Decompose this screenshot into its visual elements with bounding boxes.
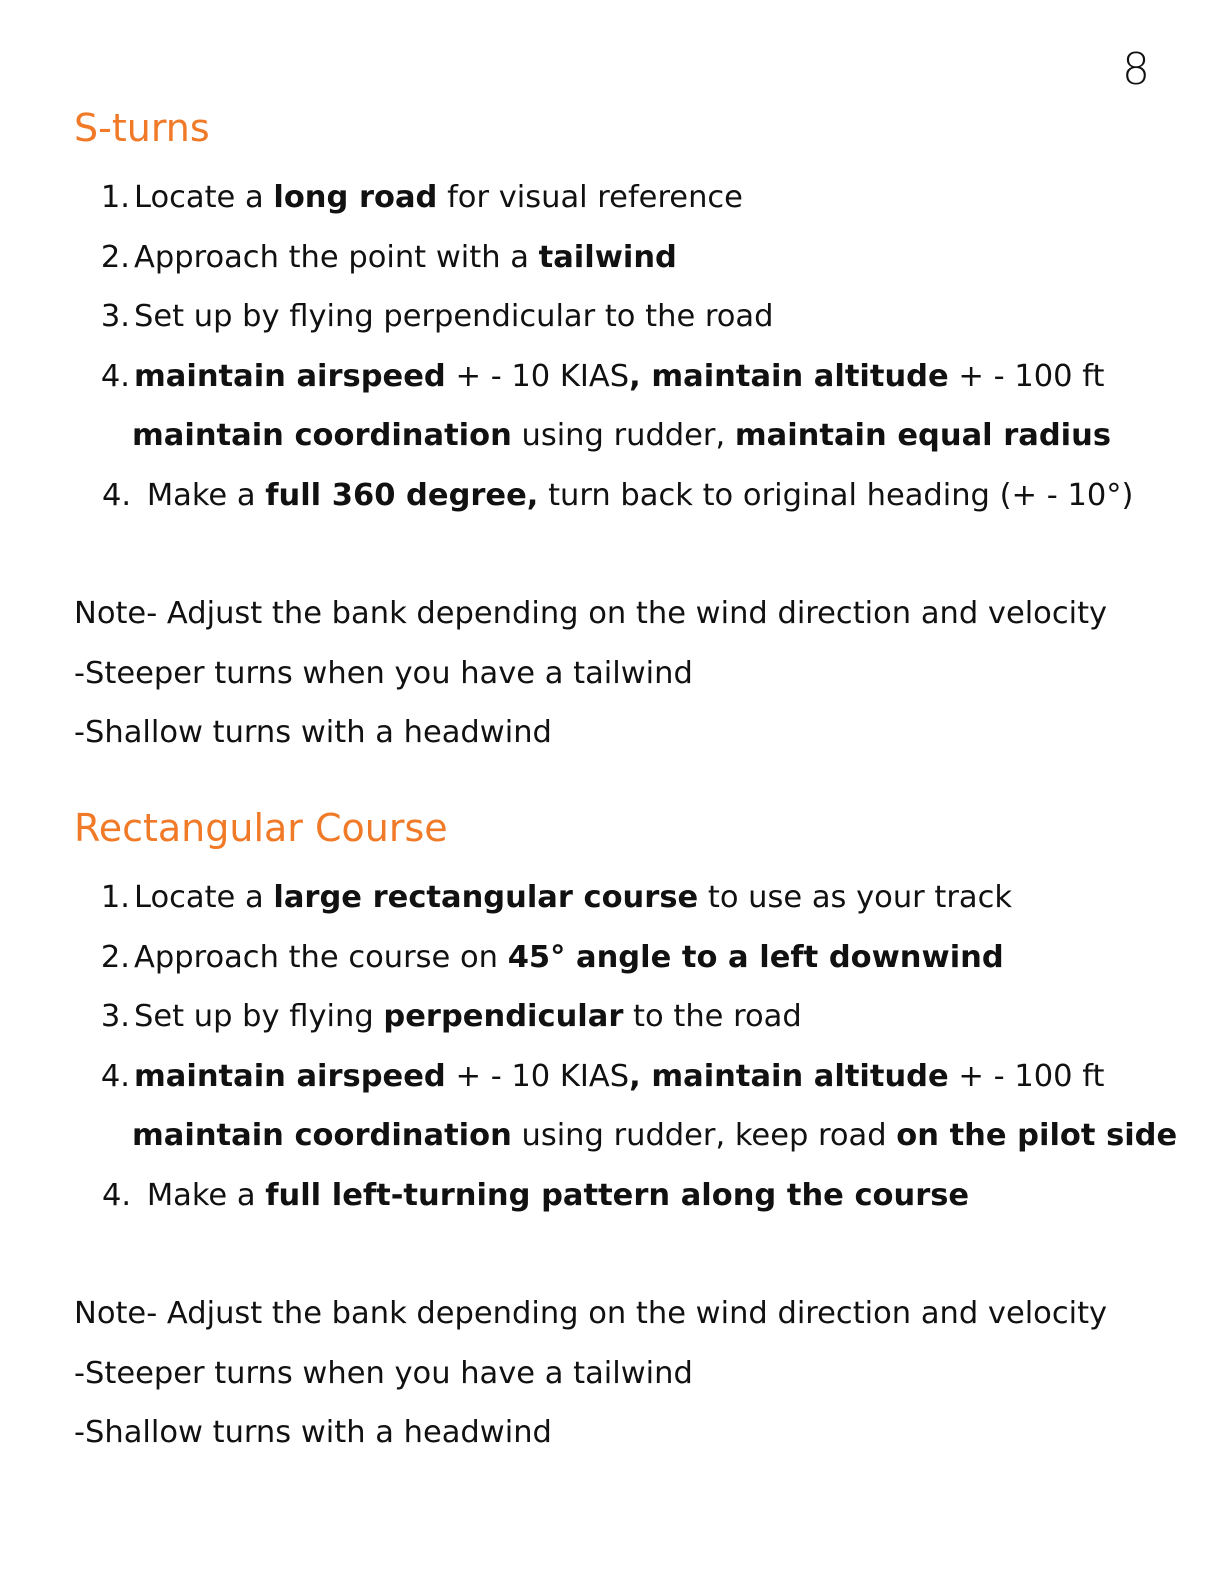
item-text: Make a [146, 477, 266, 513]
item-bold-text: maintain airspeed [134, 1058, 446, 1094]
item-bold-text: maintain airspeed [134, 358, 446, 394]
note-line: -Shallow turns with a headwind [74, 1415, 552, 1450]
item-bold-text: large rectangular course [273, 880, 699, 915]
item-text: to use as your track [698, 880, 1013, 915]
section-title: S-turns [74, 106, 210, 150]
item-text: to the road [623, 999, 802, 1034]
item-number: 4. [100, 1058, 130, 1094]
item-bold-text: 45° angle to a left downwind [507, 939, 1004, 975]
item-bold-text: full left-turning pattern along the course [265, 1177, 970, 1213]
item-text: + - 10 KIAS [445, 358, 630, 394]
section-s-turns [74, 100, 1174, 763]
item-number: 2. [100, 239, 130, 275]
item-bold-text: on the pilot side [896, 1118, 1178, 1153]
list-item [74, 228, 1174, 288]
item-text: using rudder, [511, 418, 735, 453]
item-number: 2. [100, 939, 130, 975]
list-item [74, 928, 1174, 988]
note-line: -Shallow turns with a headwind [74, 715, 552, 750]
item-text: Locate a [134, 180, 274, 215]
list-item [74, 466, 1174, 526]
item-bold-text: , maintain altitude [629, 1058, 949, 1094]
item-text: Locate a [134, 880, 274, 915]
section-rectangular-course [74, 800, 1178, 1463]
list-item [74, 987, 1174, 1047]
item-text: Set up by flying perpendicular to the road [134, 299, 774, 334]
item-bold-text: , maintain altitude [629, 358, 949, 394]
note-line: -Steeper turns when you have a tailwind [74, 1355, 693, 1391]
note-line: Note- Adjust the bank depending on the wind direction and velocity [74, 596, 1108, 631]
list-item [74, 1047, 1174, 1107]
list-item [74, 1166, 1174, 1226]
note-line: Note- Adjust the bank depending on the wind direction and velocity [74, 1296, 1108, 1331]
item-bold-text: maintain coordination [132, 1118, 512, 1153]
item-number: 3. [100, 999, 130, 1034]
item-bold-text: full 360 degree, [265, 477, 539, 513]
item-text: for visual reference [437, 180, 743, 215]
item-number: 4. [102, 1177, 132, 1213]
item-text: turn back to original heading (+ - 10°) [538, 477, 1134, 513]
item-number: 4. [102, 477, 132, 513]
item-text: using rudder, keep road [511, 1118, 897, 1153]
item-bold-text: maintain equal radius [734, 418, 1112, 453]
list-item-continuation [74, 1106, 1178, 1166]
item-text: + - 10 KIAS [445, 1058, 630, 1094]
page-number: 8 [1122, 44, 1150, 95]
list-item [74, 347, 1174, 407]
item-bold-text: long road [273, 180, 438, 215]
item-text: Make a [146, 1177, 266, 1213]
item-bold-text: perpendicular [383, 999, 624, 1034]
item-text: Set up by flying [134, 999, 384, 1034]
list-item [74, 868, 1174, 928]
section-title: Rectangular Course [74, 806, 448, 850]
list-item [74, 287, 1174, 347]
item-text: Approach the point with a [134, 239, 539, 275]
notes [74, 584, 1174, 763]
item-number: 1. [100, 880, 130, 915]
list-item [74, 168, 1174, 228]
notes [74, 1284, 1174, 1463]
item-number: 3. [100, 299, 130, 334]
item-bold-text: maintain coordination [132, 418, 512, 453]
item-text: + - 100 ft [948, 358, 1105, 394]
item-number: 4. [100, 358, 130, 394]
item-number: 1. [100, 180, 130, 215]
item-text: + - 100 ft [948, 1058, 1105, 1094]
list-item-continuation [74, 406, 1174, 466]
item-bold-text: tailwind [538, 239, 677, 275]
item-text: Approach the course on [134, 939, 508, 975]
note-line: -Steeper turns when you have a tailwind [74, 655, 693, 691]
